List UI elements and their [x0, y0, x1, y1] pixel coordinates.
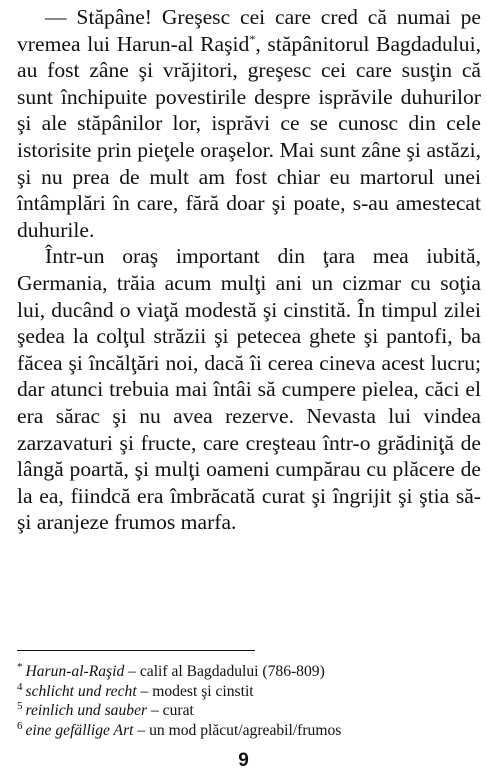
footnote-star: [17, 662, 477, 682]
footnote-mark: 6: [17, 720, 23, 733]
paragraph-1-text-start: — Stăpâne! Greşesc cei care cred că numai pe vremea lui Harun-al Raşid: [17, 5, 481, 56]
footnote-mark: *: [17, 661, 23, 673]
footnote-reference-star: *: [249, 31, 256, 46]
footnote-definition: – modest şi cinstit: [136, 682, 254, 700]
footnote-separator: [17, 650, 255, 651]
footnote-term: schlicht und recht: [25, 682, 137, 700]
paragraph-1: [17, 4, 481, 243]
footnote-mark: 5: [17, 700, 23, 713]
footnote-definition: – curat: [147, 702, 194, 720]
paragraph-1-text-end: , stăpânitorul Bagdadului, au fost zâne şi vrăjitori, greşesc cei care susţin că sunt închipuite povestirile despre isprăvile duhurilor şi ale stăpânilor lor, isprăvi ce se cunosc din cele istorisite prin pieţele oraşelor. Mai sunt zâne şi astăzi, şi nu prea de mult am fost chiar eu martorul unei întâmplări în care, fără doar şi poate, s-au amestecat duhurile.: [17, 31, 481, 242]
footnotes: [17, 662, 477, 741]
footnote-6: [17, 721, 477, 741]
footnote-4: [17, 682, 477, 702]
paragraph-2: Într-un oraş important din ţara mea iubită, Germania, trăia acum mulţi ani un cizmar cu soţia lui, ducând o viaţă modestă şi cinstită. În timpul zilei şedea la colţul străzii şi petecea ghete şi pantofi, ba făcea şi încălţări noi, dacă îi cerea cineva acest lucru; dar atunci trebuia mai întâi să cumpere pielea, căci el era sărac şi nu avea rezerve. Nevasta lui vindea zarzavaturi şi fructe, care creşteau într-o grădiniţă de lângă poartă, şi mulţi oameni cumpărau cu plăcere de la ea, fiindcă era îmbrăcată curat şi îngrijit şi ştia să-şi aranjeze frumos marfa.: [17, 244, 481, 535]
footnote-definition: – un mod plăcut/agreabil/frumos: [133, 722, 342, 740]
footnote-5: [17, 701, 477, 721]
page-number: 9: [238, 750, 249, 771]
page-body: [17, 0, 481, 536]
footnote-term: eine gefällige Art: [25, 722, 134, 740]
footnote-mark: 4: [17, 680, 23, 693]
footnote-definition: – calif al Bagdadului (786-809): [124, 663, 325, 680]
footnote-term: Harun-al-Raşid: [25, 663, 125, 680]
footnote-term: reinlich und sauber: [25, 702, 148, 720]
